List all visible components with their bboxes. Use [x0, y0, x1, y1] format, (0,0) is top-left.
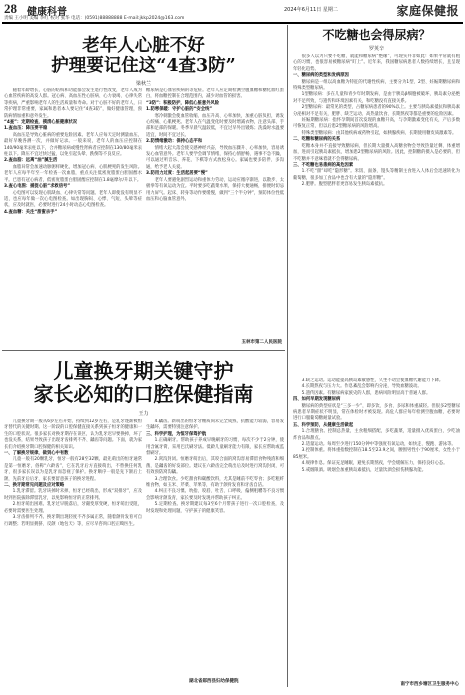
subheading: 3.防用力过度：生活起居要“慢”: [146, 171, 208, 177]
paragraph: 血脂异常会加速动脉粥样硬化，增加冠心病、心肌梗死的发生风险。老年人应每半年至一年检查一次血脂，重点关注低密度脂蛋白胆固醇水平。已患有冠心病者，低密度脂蛋白胆固醇应控制在1.8毫摩尔/升以下。: [4, 164, 142, 183]
subheading: 2.防情绪激动：保持心态平和: [146, 139, 203, 145]
subheading: 五、科学预防，从健康生活做起: [293, 422, 354, 428]
subheading: 二、吃糖和糖尿病的关系: [293, 137, 341, 143]
article-byline: 王力: [138, 411, 149, 417]
paragraph: 糖尿病是一组以高血糖为特征的代谢性疾病，主要分为1型、2型、妊娠期糖尿病和特殊类型糖尿病。: [293, 79, 460, 92]
article-byline: 罗英辛: [368, 46, 384, 52]
subheading: 一、了解换牙规律，做到心中有数: [4, 451, 69, 457]
paragraph: 糖尿病的典型症状是“三多一少”，即多饮、多食、多尿和体重减轻。但很多2型糖尿病患者早期症状不明显，常在体检时才被发现。高危人群应每年检测空腹血糖，必要时进行口服葡萄糖耐量试验。: [293, 403, 460, 422]
article-source: 玉林市第二人民医院: [241, 340, 282, 345]
paragraph: 吃糖本身并不直接导致糖尿病，但长期大量摄入高糖食物会导致热量过剩、体重增加，进而引起胰岛素抵抗，增加患2型糖尿病的风险。因此，控制糖的摄入是必要的，但不吃糖并不意味着就不会得糖尿病。: [293, 143, 460, 162]
article-source: 南宁市西乡塘区卫生服务中心: [400, 682, 459, 687]
page-header: [0, 0, 465, 24]
paragraph: 5.戒烟限酒。吸烟会加重胰岛素抵抗，过量饮酒会损伤胰腺功能。: [301, 467, 427, 473]
paragraph: 心电图可以发现心肌缺血、心律失常等问题。老年人即使没有明显不适，也应每年做一次心电图检查。如出现胸闷、心悸、气短、头晕等症状，应及时就医，必要时进行24小时动态心电图检查。: [4, 190, 142, 209]
paragraph: 情绪大起大落会使交感神经兴奋，导致血压骤升、心率加快，容易诱发心血管意外。老年人要学会调节情绪，保持心情舒畅，遇事不急不躁，可以通过听音乐、养花、下棋等方式放松身心。家属也要多陪伴、多沟通，给予老人关爱。: [146, 145, 284, 170]
article-title: 不吃糖也会得尿病？: [322, 28, 431, 42]
subheading: 三、科学护理，为恒牙保驾护航: [146, 431, 207, 437]
article-title-line2: 家长必知的口腔保健指南: [33, 382, 254, 406]
paragraph: 1.合理膳食。控制总热量，主食粗细搭配，多吃蔬菜，适量摄入优质蛋白，少吃油炸食品和甜点。: [293, 429, 460, 441]
paragraph: 2型糖尿病：最常见的类型，占糖尿病患者的90%以上。主要与胰岛素抵抗和胰岛素分泌相对不足有关，肥胖、缺乏运动、高热量饮食、长期熬夜等都是重要的危险因素。: [293, 105, 460, 117]
paragraph: 随着年龄增长，心脏的结构和功能都会发生退行性改变，老年人成为心血管疾病的高发人群。冠心病、高血压性心脏病、心力衰竭、心律失常等疾病，严重影响老年人的生活质量和寿命。对于心脏不好的老年人，日常护理非常重要，家属和患者本人要记住“4查3防”，做好健康管理，预防病情加重和意外发生。: [4, 88, 142, 119]
paragraph: 儿童换牙期一般从6岁左右开始，持续到12岁左右，是乳牙逐渐被恒牙替代的关键时期。这一阶段的口腔保健直接关系到孩子恒牙的健康和一生的口腔状况。很多家长对换牙期存在误区，认为乳牙迟早要换掉，坏了也没关系，结果导致孩子出现牙齿排列不齐、龋齿等问题。下面，就为家长们介绍换牙期口腔保健的相关知识。: [4, 419, 142, 450]
section-title: 健康科普: [27, 7, 67, 18]
paragraph: 1.不吃“甜”却吃“隐形糖”。米饭、面条、馒头等精制主食进入人体后会迅速转化为葡萄糖，很多加工食品中也含有大量的“隐形糖”。: [293, 169, 460, 181]
subheading: “4查”：定期检查，摸清心脏健康状况: [4, 120, 78, 126]
issue-date: 2024年6月11日 星期二: [284, 7, 338, 13]
paragraph: 寒冷刺激会使血管收缩、血压升高、心率加快，加重心脏负担，诱发心绞痛、心肌梗死。老年人在气温变化时要及时增减衣物，注意头部、手部和足部的保暖。冬季早晨气温较低，不宜过早外出锻炼；洗澡时水温要适宜，时间不宜过长。: [146, 113, 284, 138]
paragraph: 1.正确刷牙。帮助孩子养成早晚刷牙的习惯，每次不少于2分钟，使用含氟牙膏，采用巴氏刷牙法。低龄儿童刷牙能力有限，家长应帮助或监督刷牙。: [146, 438, 284, 457]
paragraph: 2.恒牙萌出困难。乳牙过早脱落后，牙龈变厚变硬，恒牙萌出受阻，必要时需要医生处理。: [4, 502, 142, 514]
paragraph: 特殊类型糖尿病：由其他疾病或药物引起，如胰腺疾病、长期使用糖皮质激素等。: [301, 130, 457, 136]
paragraph: 4.龋齿。新萌出的恒牙牙釉质尚未完全成熟，抗酸能力较弱，容易发生龋坏，需要特别注意保护。: [146, 419, 284, 431]
paragraph: 3.控制体重。将体重指数控制在18.5至23.9之间，腰围男性小于90厘米，女性小于85厘米。: [293, 448, 460, 460]
subheading: 4.查血糖：关注“甜蜜杀手”: [4, 209, 58, 215]
paragraph: 妊娠期糖尿病：指怀孕期间首次发现的血糖升高，与孕期激素变化有关，产后多数可恢复正常，但以后患2型糖尿病的风险增高。: [293, 118, 460, 130]
paragraph: 老年人要避免剧烈运动和重体力劳动，运动应循序渐进，以散步、太极拳等有氧运动为宜。平时要多吃蔬菜水果，保持大便通畅，排便时切忌用力屏气。起床、转身等动作要缓慢，做到“三个半分钟”，预防体位性低血压和心脑血管意外。: [146, 177, 284, 202]
article-body-col-right: [146, 88, 284, 333]
article-body-col-lower: [293, 378, 460, 676]
paragraph: 1型糖尿病：多在儿童和青少年时期发病，是由于胰岛β细胞被破坏，胰岛素分泌绝对不足所致，与遗传和环境因素有关，和吃糖没有直接关系。: [293, 92, 460, 104]
editor-info: 责编 王小明 美编 李红 校对 张华 电话：(0591)88888888 E-mail:jkkp2024@163.com: [4, 16, 185, 21]
paragraph: 2.适量运动。每周至少进行150分钟中等强度有氧运动，如快走、慢跑、游泳等。: [301, 442, 456, 448]
header-rule: [2, 22, 463, 24]
article-body-col-left: [4, 419, 142, 681]
subheading: 2.查血脂：远离“油”腻生活: [4, 158, 58, 164]
paragraph: 5.遗传因素。有糖尿病家族史的人群，患病风险明显高于普通人群。: [301, 390, 431, 396]
article-title-line1: 儿童换牙期关键守护: [53, 359, 234, 383]
paragraph: 1.乳牙滞留。乳牙该掉时未掉，恒牙已经萌出，形成“双排牙”，应及时到医院拔除滞留乳牙，以免影响恒牙的正常排列。: [4, 489, 142, 501]
paragraph: 4.长期熬夜与压力大。作息紊乱会影响内分泌，导致血糖波动。: [301, 384, 422, 390]
paragraph: 2.窝沟封闭。恒磨牙萌出后，其咬合面的窝沟容易滞留食物残渣和细菌，是龋齿的好发部位。建议在六龄齿完全萌出后及时进行窝沟封闭，可有效预防窝沟龋。: [146, 457, 284, 476]
paragraph: 5.定期检查。换牙期建议每3至6个月带孩子进行一次口腔检查，及时发现和处理问题，守护孩子的健康笑容。: [146, 502, 284, 514]
article-body-col-upper: [293, 54, 460, 376]
paragraph: 4.规律作息。保证充足睡眠，避免长期熬夜，学会缓解压力，保持良好心态。: [301, 461, 448, 467]
paragraph: 3.合理饮食。少吃甜食和碳酸饮料，尤其是睡前不吃零食；多吃粗纤维食物，如玉米、芹菜、苹果等，有助于颌骨发育和牙齿自洁。: [146, 476, 284, 489]
column-divider: [287, 25, 288, 687]
article-title-line2: 护理要记住这“4查3防”: [51, 56, 236, 76]
subheading: 1.查血压：降压要平稳: [4, 126, 48, 132]
article-body-col-left: [4, 88, 142, 333]
paragraph: 糖尿病是心血管疾病的等危症。老年人应定期检测空腹血糖和糖化血红蛋白，将血糖控制在合理范围内，减少对血管的损害。: [146, 88, 284, 100]
article-source: 湖北省郧西县妇幼保健院: [189, 679, 239, 684]
article-title-line1: 老年人心脏不好: [82, 36, 205, 56]
subheading: 三、不吃糖也易患病的高危因素: [293, 162, 354, 168]
article-body-col-right: [146, 419, 284, 674]
subheading: “3防”：积极防护，降低心脏意外风险: [146, 100, 220, 106]
paragraph: 4.纠正不良习惯。吮指、咬唇、吐舌、口呼吸、偏侧咀嚼等不良习惯会影响牙颌发育，家长要及时发现并帮助孩子纠正。: [146, 489, 284, 501]
paragraph: 很多人以为只要不吃糖，就能和糖尿病“绝缘”，可现实并非如此！如果平常就有粗心的习惯，也很容易被糖尿病“盯上”。近年来，我国糖尿病患者人数持续增长，且呈现年轻化趋势。: [293, 54, 460, 72]
paragraph: 高血压是导致心脏病的重要危险因素。老年人应每天定时测量血压，最好早晚各测一次，并做好记录。一般来说，老年人的血压应控制在140/90毫米汞柱以下，合并糖尿病或慢性肾病者应控制在130/80毫米汞柱以下。降压不宜过快过猛，以免引起头晕、跌倒等不良反应。: [4, 132, 142, 158]
subheading: 二、换牙期常见问题及应对策略: [4, 483, 65, 489]
paragraph: 儿童一般有20颗乳牙，恒牙一般有28至32颗。最先萌出的恒牙通常是第一恒磨牙，俗称“六龄齿”，它在乳牙后方直接萌出，不替换任何乳牙，很多家长误以为是乳牙而忽视了保护。换牙顺序一般是先下颌后上颌，先前牙后后牙，家长要留意孩子的换牙进程。: [4, 457, 142, 482]
subheading: 一、糖尿病的类型和发病原因: [293, 73, 349, 79]
masthead: 家庭保健报: [396, 4, 459, 18]
article-divider: [2, 350, 285, 351]
paragraph: 3.缺乏运动。运动能提高胰岛素敏感性，久坐不动会使血糖代谢能力下降。: [301, 378, 444, 383]
subheading: 3.查心电图：捕捉心脏“求救信号”: [4, 184, 71, 190]
subheading: 四、如何早期发现糖尿病: [293, 397, 341, 403]
page-number: 28: [4, 1, 17, 16]
paragraph: 3.牙齿排列不齐。换牙期出现轻度不齐多属正常，随着颌骨发育可自行调整；若明显拥挤、反颌（地包天）等，应尽早咨询口腔正畸医生。: [4, 515, 142, 527]
article-byline: 梁秋兰: [135, 81, 151, 87]
paragraph: 2.肥胖。腹型肥胖者更容易发生胰岛素抵抗。: [301, 182, 388, 188]
subheading: 1.防寒保暖：守护心脏的“安全线”: [146, 107, 213, 113]
